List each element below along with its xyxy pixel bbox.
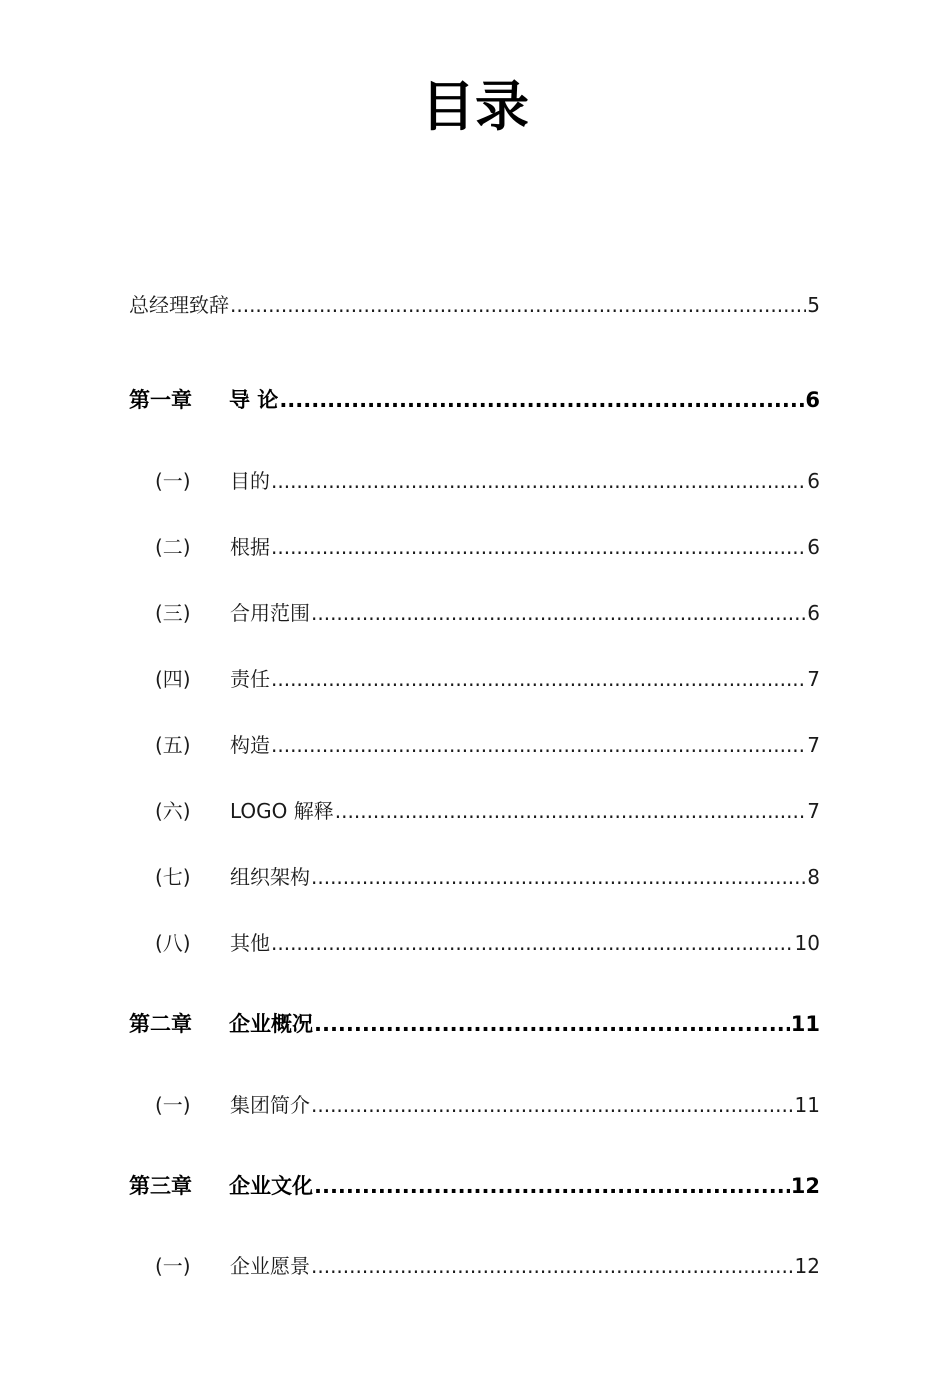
toc-page-number: 6 — [805, 388, 820, 412]
page-title: 目录 — [421, 75, 529, 138]
toc-entry-text: 导 论 — [229, 388, 279, 412]
toc-dot-leader — [314, 1008, 790, 1040]
toc-section-number: (六) — [155, 799, 191, 823]
toc-page-number: 5 — [807, 293, 820, 317]
toc-dot-leader — [271, 531, 806, 563]
toc-dot-leader — [311, 1089, 794, 1121]
toc-chapter-number: 第三章 — [129, 1174, 192, 1198]
toc-section-entry[interactable] — [155, 927, 820, 959]
toc-section-number: (八) — [155, 931, 191, 955]
toc-page-number: 6 — [807, 469, 820, 493]
toc-dot-leader — [314, 1170, 790, 1202]
toc-entry-text: 企业文化 — [229, 1174, 313, 1198]
toc-section-number: (五) — [155, 733, 191, 757]
toc-entry-text: 企业概况 — [229, 1012, 313, 1036]
toc-entry-text: LOGO 解释 — [230, 799, 334, 823]
toc-page-number: 7 — [807, 667, 820, 691]
toc-section-number: (七) — [155, 865, 191, 889]
toc-entry-text: 其他 — [230, 931, 270, 955]
toc-entry[interactable] — [129, 289, 820, 321]
toc-page-number: 11 — [794, 1093, 820, 1117]
toc-page-number: 12 — [790, 1174, 820, 1198]
toc-section-number: (一) — [155, 469, 191, 493]
toc-section-number: (三) — [155, 601, 191, 625]
toc-page-number: 8 — [807, 865, 820, 889]
toc-section-number: (一) — [155, 1254, 191, 1278]
toc-dot-leader — [335, 795, 806, 827]
toc-chapter-entry[interactable] — [129, 1008, 820, 1040]
toc-section-number: (一) — [155, 1093, 191, 1117]
toc-page-number: 6 — [807, 601, 820, 625]
toc-section-entry[interactable] — [155, 531, 820, 563]
toc-dot-leader — [311, 1250, 794, 1282]
toc-section-entry[interactable] — [155, 663, 820, 695]
toc-dot-leader — [271, 465, 806, 497]
toc-entry-text: 责任 — [230, 667, 270, 691]
toc-page-number: 7 — [807, 799, 820, 823]
toc-section-entry[interactable] — [155, 1250, 820, 1282]
toc-entry-text: 合用范围 — [230, 601, 310, 625]
toc-section-number: (四) — [155, 667, 191, 691]
toc-page-number: 12 — [794, 1254, 820, 1278]
toc-section-entry[interactable] — [155, 729, 820, 761]
toc-page-number: 6 — [807, 535, 820, 559]
toc-section-entry[interactable] — [155, 1089, 820, 1121]
toc-entry-text: 总经理致辞 — [129, 293, 229, 317]
toc-chapter-entry[interactable] — [129, 1170, 820, 1202]
toc-dot-leader — [279, 384, 804, 416]
toc-entry-text: 企业愿景 — [230, 1254, 310, 1278]
toc-page-number: 7 — [807, 733, 820, 757]
toc-dot-leader — [230, 289, 806, 321]
toc-dot-leader — [271, 927, 794, 959]
toc-section-entry[interactable] — [155, 597, 820, 629]
toc-entry-text: 组织架构 — [230, 865, 310, 889]
toc-entry-text: 目的 — [230, 469, 270, 493]
toc-dot-leader — [271, 729, 806, 761]
toc-entry-text: 构造 — [230, 733, 270, 757]
toc-chapter-number: 第二章 — [129, 1012, 192, 1036]
toc-section-entry[interactable] — [155, 795, 820, 827]
toc-chapter-entry[interactable] — [129, 384, 820, 416]
toc-dot-leader — [311, 597, 806, 629]
toc-chapter-number: 第一章 — [129, 388, 192, 412]
toc-section-entry[interactable] — [155, 465, 820, 497]
toc-dot-leader — [271, 663, 806, 695]
toc-entry-text: 根据 — [230, 535, 270, 559]
toc-section-entry[interactable] — [155, 861, 820, 893]
toc-dot-leader — [311, 861, 806, 893]
toc-section-number: (二) — [155, 535, 191, 559]
toc-page-number: 10 — [794, 931, 820, 955]
toc-page-number: 11 — [790, 1012, 820, 1036]
toc-entry-text: 集团简介 — [230, 1093, 310, 1117]
